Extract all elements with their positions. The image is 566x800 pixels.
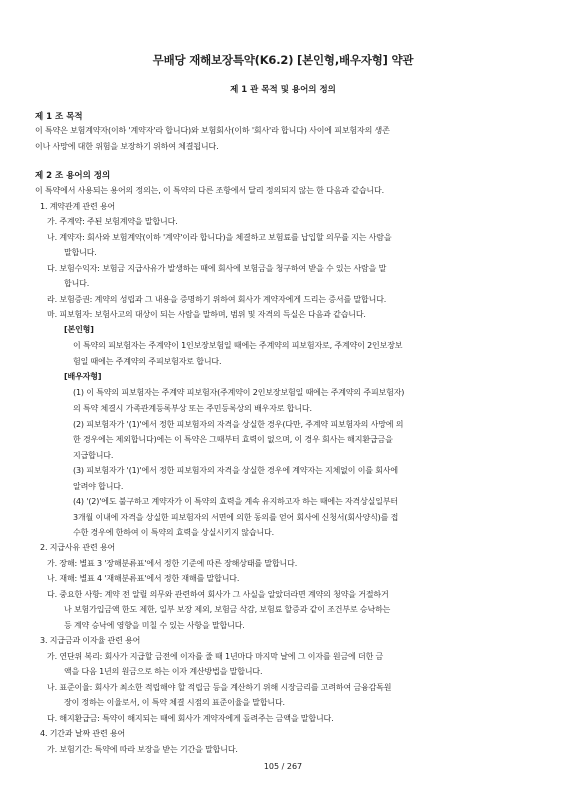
body-text-line: 다. 보험수익자: 보험금 지급사유가 발생하는 때에 회사에 보험금을 청구하여 받을 수 있는 사람을 말	[47, 264, 387, 273]
chapter-heading: 제 1 관 목적 및 용어의 정의	[230, 85, 336, 95]
body-text-line: 3. 지급금과 이자율 관련 용어	[40, 636, 141, 645]
body-text-line: (3) 피보험자가 '(1)'에서 정한 피보험자의 자격을 상실한 경우에 계약자는 지체없이 이를 회사에	[73, 466, 398, 475]
body-text-line: 2. 지급사유 관련 용어	[40, 543, 116, 552]
body-text-line: (1) 이 특약의 피보험자는 주계약 피보험자(주계약이 2인보장보험일 때에는 주계약의 주피보험자)	[73, 388, 405, 397]
body-text-line: 가. 연단위 복리: 회사가 지급할 금전에 이자를 줄 때 1년마다 마지막 날에 그 이자를 원금에 더한 금	[47, 652, 384, 661]
document-title: 무배당 재해보장특약(K6.2) [본인형,배우자형] 약관	[152, 53, 414, 67]
body-text-line: 이 특약은 보험계약자(이하 '계약자'라 합니다)와 보험회사(이하 '회사'라 합니다) 사이에 피보험자의 생존	[35, 126, 390, 135]
body-text-line: 가. 주계약: 주된 보험계약을 말합니다.	[47, 217, 178, 226]
body-text-line: 지급합니다.	[73, 451, 114, 460]
body-text-line: 다. 해지환급금: 특약이 해지되는 때에 회사가 계약자에게 돌려주는 금액을 말합니다.	[47, 714, 334, 723]
body-text-line: 수한 경우에 한하여 이 특약의 효력을 상실시키지 않습니다.	[73, 528, 275, 537]
body-text-line: 이 특약에서 사용되는 용어의 정의는, 이 특약의 다른 조항에서 달리 정의되지 않는 한 다음과 같습니다.	[35, 186, 384, 195]
body-text-line: 4. 기간과 날짜 관련 용어	[40, 729, 126, 738]
body-text-line: 가. 보험기간: 특약에 따라 보장을 받는 기간을 말합니다.	[47, 745, 238, 754]
body-text-line: 험일 때에는 주계약의 주피보험자로 합니다.	[73, 357, 222, 366]
body-text-line: 나 보험가입금액 한도 제한, 일부 보장 제외, 보험금 삭감, 보험료 할증과 같이 조건부로 승낙하는	[64, 605, 391, 614]
body-text-line: 의 특약 체결시 가족관계등록부상 또는 주민등록상의 배우자로 합니다.	[73, 404, 312, 413]
article-1-heading: 제 1 조 목적	[35, 112, 83, 122]
body-text-line: 3개월 이내에 자격을 상실한 피보험자의 서면에 의한 동의를 얻어 회사에 신청서(회사양식)를 접	[73, 513, 399, 522]
body-text-line: 다. 중요한 사항: 계약 전 알릴 의무와 관련하여 회사가 그 사실을 알았더라면 계약의 청약을 거절하거	[47, 590, 389, 599]
body-text-line: 라. 보험증권: 계약의 성립과 그 내용을 증명하기 위하여 회사가 계약자에게 드리는 증서를 말합니다.	[47, 295, 387, 304]
article-2-heading: 제 2 조 용어의 정의	[35, 171, 111, 181]
body-text-line: 말합니다.	[64, 248, 97, 257]
body-text-line: (2) 피보험자가 '(1)'에서 정한 피보험자의 자격을 상실한 경우(다만, 주계약 피보험자의 사망에 의	[73, 420, 404, 429]
page-number: 105 / 267	[263, 762, 303, 771]
body-text-line: 나. 계약자: 회사와 보험계약(이하 '계약'이라 합니다)을 체결하고 보험료를 납입할 의무를 지는 사람을	[47, 233, 392, 242]
body-text-line: 액을 다음 1년의 원금으로 하는 이자 계산방법을 말합니다.	[64, 667, 263, 676]
body-text-line: 한 경우에는 제외합니다)에는 이 특약은 그때부터 효력이 없으며, 이 경우 회사는 해지환급금을	[73, 435, 393, 444]
body-text-line: 알려야 합니다.	[73, 482, 124, 491]
body-text-line: 마. 피보험자: 보험사고의 대상이 되는 사람을 말하며, 범위 및 자격의 득실은 다음과 같습니다.	[47, 310, 366, 319]
body-text-line: 장이 정하는 이율로서, 이 특약 체결 시점의 표준이율을 말합니다.	[64, 698, 285, 707]
body-text-line: 나. 재해: 별표 4 '재해분류표'에서 정한 재해를 말합니다.	[47, 574, 240, 583]
body-text-line: 합니다.	[64, 279, 90, 288]
body-text-line: 이나 사망에 대한 위험을 보장하기 위하여 체결됩니다.	[35, 142, 219, 151]
body-text-line: 등 계약 승낙에 영향을 미칠 수 있는 사항을 말합니다.	[64, 621, 245, 630]
body-text-line: 1. 계약관계 관련 용어	[40, 202, 116, 211]
body-text-line: 가. 장해: 별표 3 '장해분류표'에서 정한 기준에 따른 장해상태를 말합니다.	[47, 559, 298, 568]
body-text-line: 나. 표준이율: 회사가 최소한 적립해야 할 적립금 등을 계산하기 위해 시장금리를 고려하여 금융감독원	[47, 683, 392, 692]
body-text-line: (4) '(2)'에도 불구하고 계약자가 이 특약의 효력을 계속 유지하고자 하는 때에는 자격상실일부터	[73, 497, 398, 506]
body-text-line: 이 특약의 피보험자는 주계약이 1인보장보험일 때에는 주계약의 피보험자로, 주계약이 2인보장보	[73, 341, 403, 350]
subsection-label: [본인형]	[64, 325, 94, 334]
subsection-label: [배우자형]	[64, 372, 102, 381]
